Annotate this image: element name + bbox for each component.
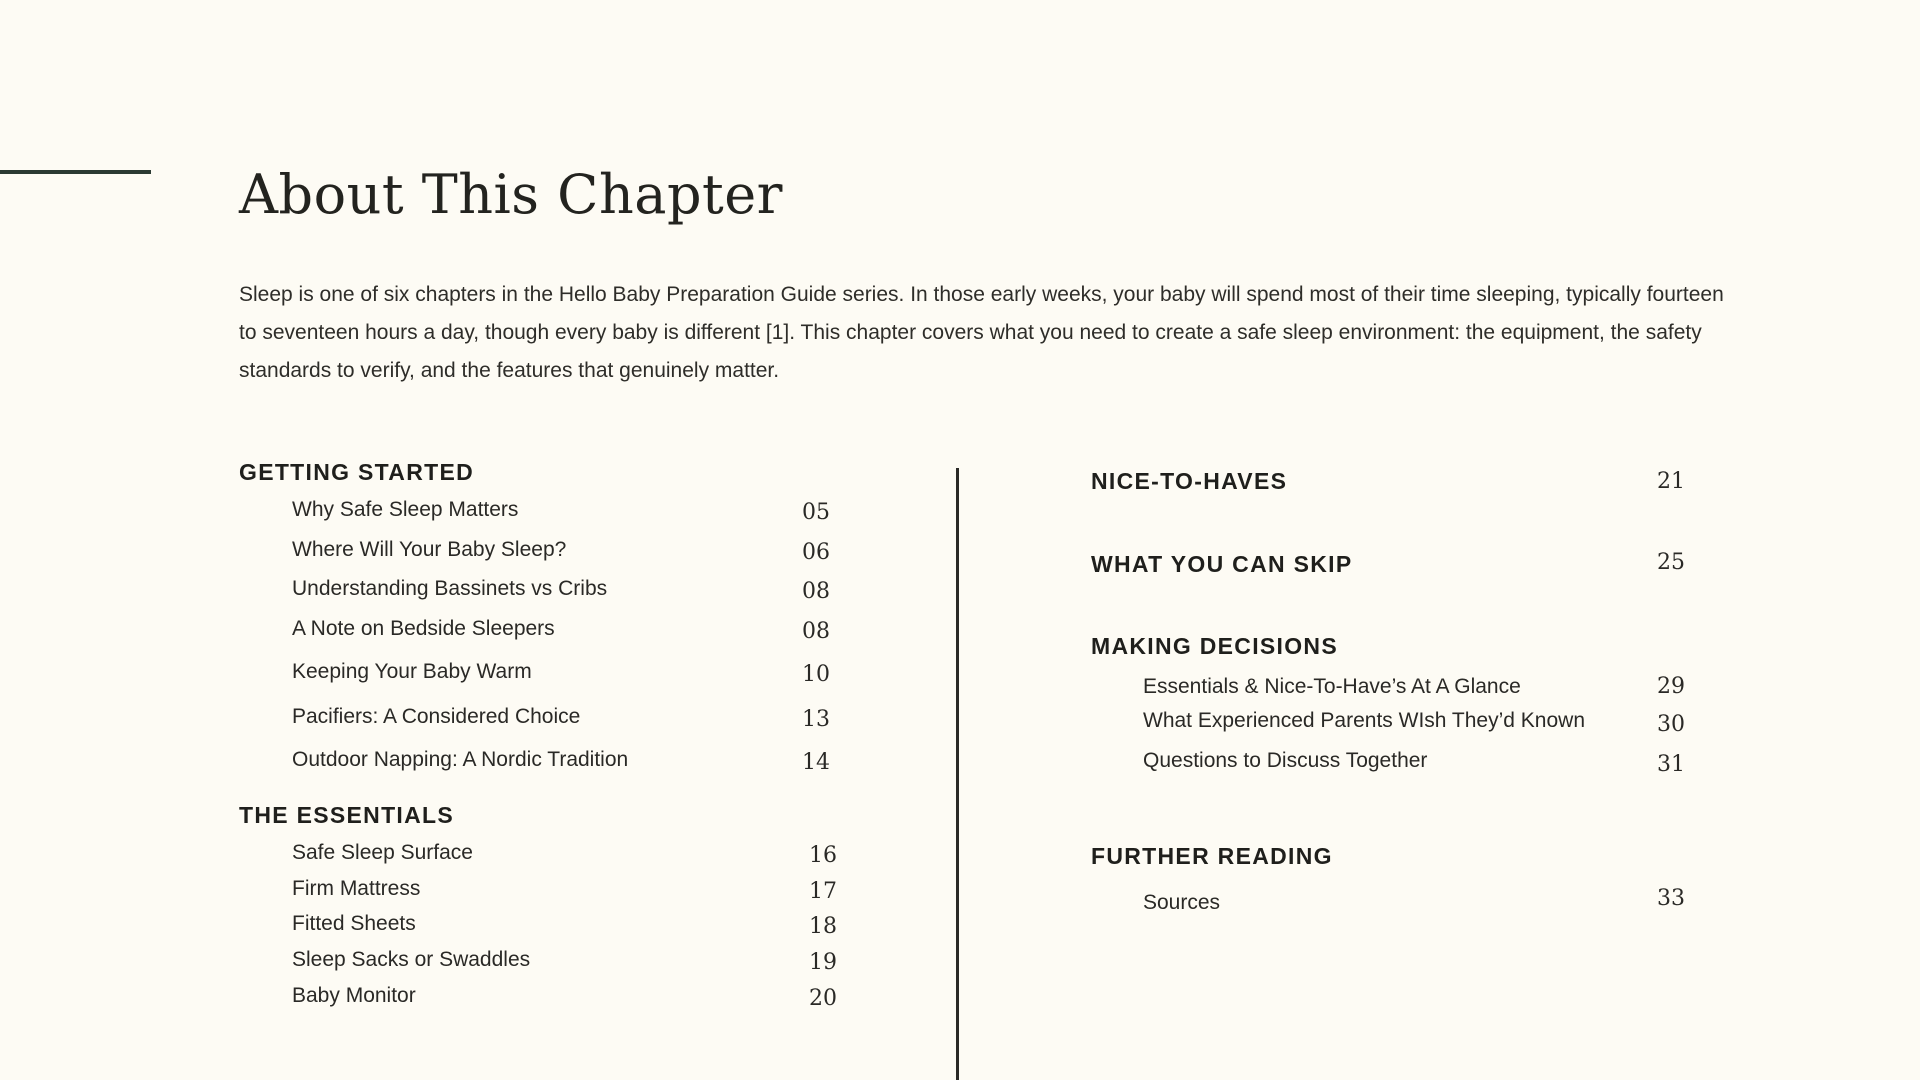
section-heading-further-reading: FURTHER READING — [1091, 843, 1333, 869]
toc-item-page: 16 — [809, 843, 837, 868]
toc-item-page: 08 — [802, 619, 830, 644]
toc-item-page: 30 — [1657, 712, 1685, 737]
toc-item-label: Pacifiers: A Considered Choice — [292, 705, 581, 728]
toc-item-page: 31 — [1657, 752, 1685, 777]
toc-item-page: 19 — [809, 950, 837, 975]
section-heading-making-decisions: MAKING DECISIONS — [1091, 633, 1338, 659]
toc-item-label: Outdoor Napping: A Nordic Tradition — [292, 748, 629, 771]
toc-item-label: What Experienced Parents WIsh They’d Known — [1143, 709, 1585, 732]
toc-item-label: Understanding Bassinets vs Cribs — [292, 577, 608, 600]
toc-item-page: 20 — [809, 986, 837, 1011]
toc-item-page: 05 — [802, 500, 830, 525]
toc-item-page: 08 — [802, 579, 830, 604]
toc-item-label: Where Will Your Baby Sleep? — [292, 538, 567, 561]
toc-item-label: Sources — [1143, 891, 1221, 914]
toc-item-label: A Note on Bedside Sleepers — [292, 617, 555, 640]
section-heading-the-essentials: THE ESSENTIALS — [239, 802, 455, 828]
column-divider — [956, 468, 959, 1080]
toc-item-page: 06 — [802, 540, 830, 565]
page-title: About This Chapter — [239, 163, 783, 226]
toc-item-page: 21 — [1657, 469, 1685, 494]
toc-item-label: Safe Sleep Surface — [292, 841, 473, 864]
section-heading-getting-started: GETTING STARTED — [239, 459, 475, 485]
toc-item-label: Fitted Sheets — [292, 912, 416, 935]
toc-item-page: 13 — [802, 707, 830, 732]
section-heading-nice-to-haves: NICE-TO-HAVES — [1091, 468, 1288, 494]
toc-item-label: Why Safe Sleep Matters — [292, 498, 519, 521]
toc-item-page: 14 — [802, 750, 830, 775]
toc-item-page: 29 — [1657, 674, 1685, 699]
accent-line — [0, 170, 151, 174]
toc-item-label: Baby Monitor — [292, 984, 416, 1007]
toc-item-page: 33 — [1657, 886, 1685, 911]
section-heading-what-you-can-skip: WHAT YOU CAN SKIP — [1091, 551, 1353, 577]
toc-item-page: 25 — [1657, 550, 1685, 575]
toc-item-label: Sleep Sacks or Swaddles — [292, 948, 531, 971]
toc-item-page: 17 — [809, 879, 837, 904]
toc-item-label: Firm Mattress — [292, 877, 421, 900]
chapter-intro: Sleep is one of six chapters in the Hello Baby Preparation Guide series. In those early weeks, your baby will spend most of their time sleeping, typically fourteen to seventeen hours a day, though every baby is different [1]. This chapter covers what you need to create a safe sleep environment: the equipment, the safety standards to verify, and the features that genuinely matter. — [239, 283, 1724, 382]
toc-item-label: Questions to Discuss Together — [1143, 749, 1428, 772]
toc-item-page: 18 — [809, 914, 837, 939]
toc-item-label: Keeping Your Baby Warm — [292, 660, 532, 683]
toc-item-page: 10 — [802, 662, 830, 687]
toc-item-label: Essentials & Nice-To-Have’s At A Glance — [1143, 675, 1521, 698]
